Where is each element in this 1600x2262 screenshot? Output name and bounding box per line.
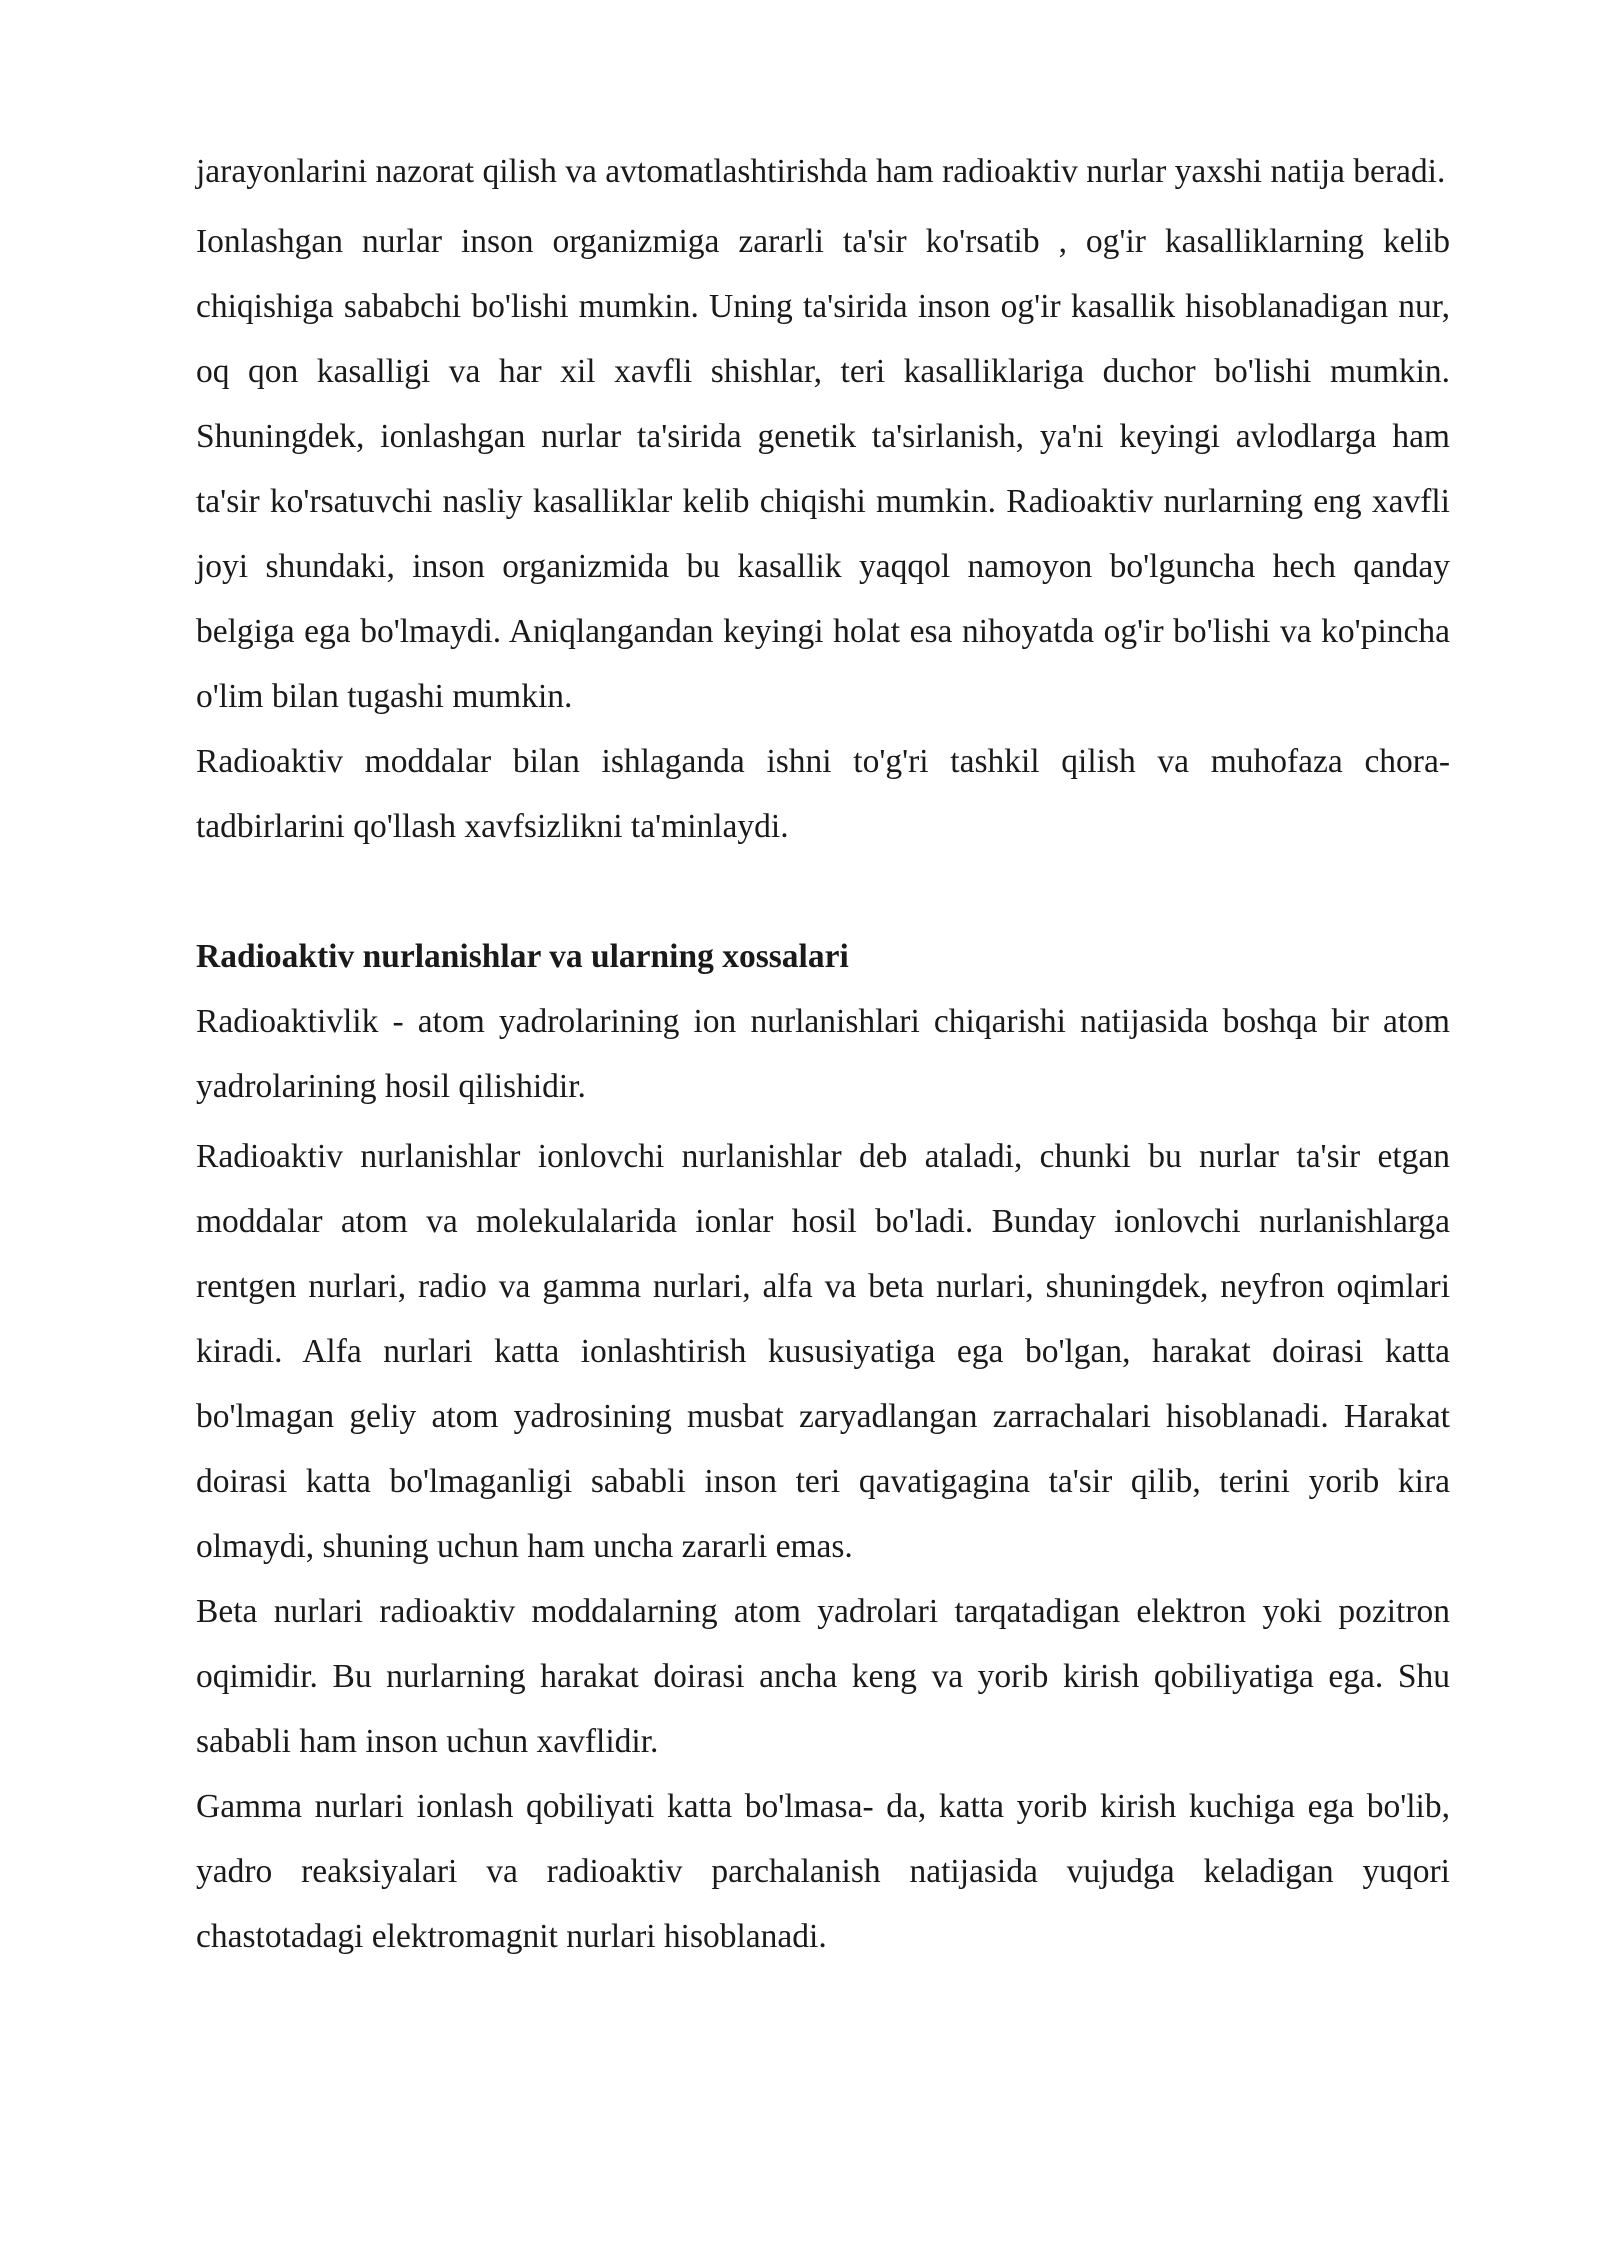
paragraph-radioactivity-definition: Radioaktivlik - atom yadrolarining ion nurlanishlari chiqarishi natijasida boshqa bir atom yadrolarining hosil qilishidir. xyxy=(196,1003,1450,1105)
paragraph-continuation: jarayonlarini nazorat qilish va avtomatlashtirishda ham radioaktiv nurlar yaxshi natija beradi. xyxy=(196,153,1446,190)
blank-line xyxy=(196,859,1450,924)
paragraph-gamma-rays: Gamma nurlari ionlash qobiliyati katta bo'lmasa- da, katta yorib kirish kuchiga ega bo'lib, yadro reaksiyalari va radioaktiv parchalanish natijasida vujudga keladigan yuqori chastotadagi elektromagnit nurlari hisoblanadi. xyxy=(196,1788,1450,1955)
paragraph-safety: Radioaktiv moddalar bilan ishlaganda ishni to'g'ri tashkil qilish va muhofaza chora-tadbirlarini qo'llash xavfsizlikni ta'minlaydi. xyxy=(196,743,1450,845)
paragraph-beta-rays: Beta nurlari radioaktiv moddalarning atom yadrolari tarqatadigan elektron yoki pozitron oqimidir. Bu nurlarning harakat doirasi ancha keng va yorib kirish qobiliyatiga ega. Shu sababli ham inson uchun xavflidir. xyxy=(196,1593,1450,1760)
section-heading: Radioaktiv nurlanishlar va ularning xossalari xyxy=(196,938,849,975)
document-page xyxy=(196,139,1450,1969)
paragraph-harmful-effects: Ionlashgan nurlar inson organizmiga zararli ta'sir ko'rsatib , og'ir kasalliklarning kelib chiqishiga sababchi bo'lishi mumkin. Uning ta'sirida inson og'ir kasallik hisoblanadigan nur, oq qon kasalligi va har xil xavfli shishlar, teri kasalliklariga duchor bo'lishi mumkin. Shuningdek, ionlashgan nurlar ta'sirida genetik ta'sirlanish, ya'ni keyingi avlodlarga ham ta'sir ko'rsatuvchi nasliy kasalliklar kelib chiqishi mumkin. Radioaktiv nurlarning eng xavfli joyi shundaki, inson organizmida bu kasallik yaqqol namoyon bo'lguncha hech qanday belgiga ega bo'lmaydi. Aniqlangandan keyingi holat esa nihoyatda og'ir bo'lishi va ko'pincha o'lim bilan tugashi mumkin. xyxy=(196,223,1450,715)
paragraph-ionizing-radiation: Radioaktiv nurlanishlar ionlovchi nurlanishlar deb ataladi, chunki bu nurlar ta'sir etgan moddalar atom va molekulalarida ionlar hosil bo'ladi. Bunday ionlovchi nurlanishlarga rentgen nurlari, radio va gamma nurlari, alfa va beta nurlari, shuningdek, neyfron oqimlari kiradi. Alfa nurlari katta ionlashtirish kususiyatiga ega bo'lgan, harakat doirasi katta bo'lmagan geliy atom yadrosining musbat zaryadlangan zarrachalari hisoblanadi. Harakat doirasi katta bo'lmaganligi sababli inson teri qavatigagina ta'sir qilib, terini yorib kira olmaydi, shuning uchun ham uncha zararli emas. xyxy=(196,1138,1450,1565)
